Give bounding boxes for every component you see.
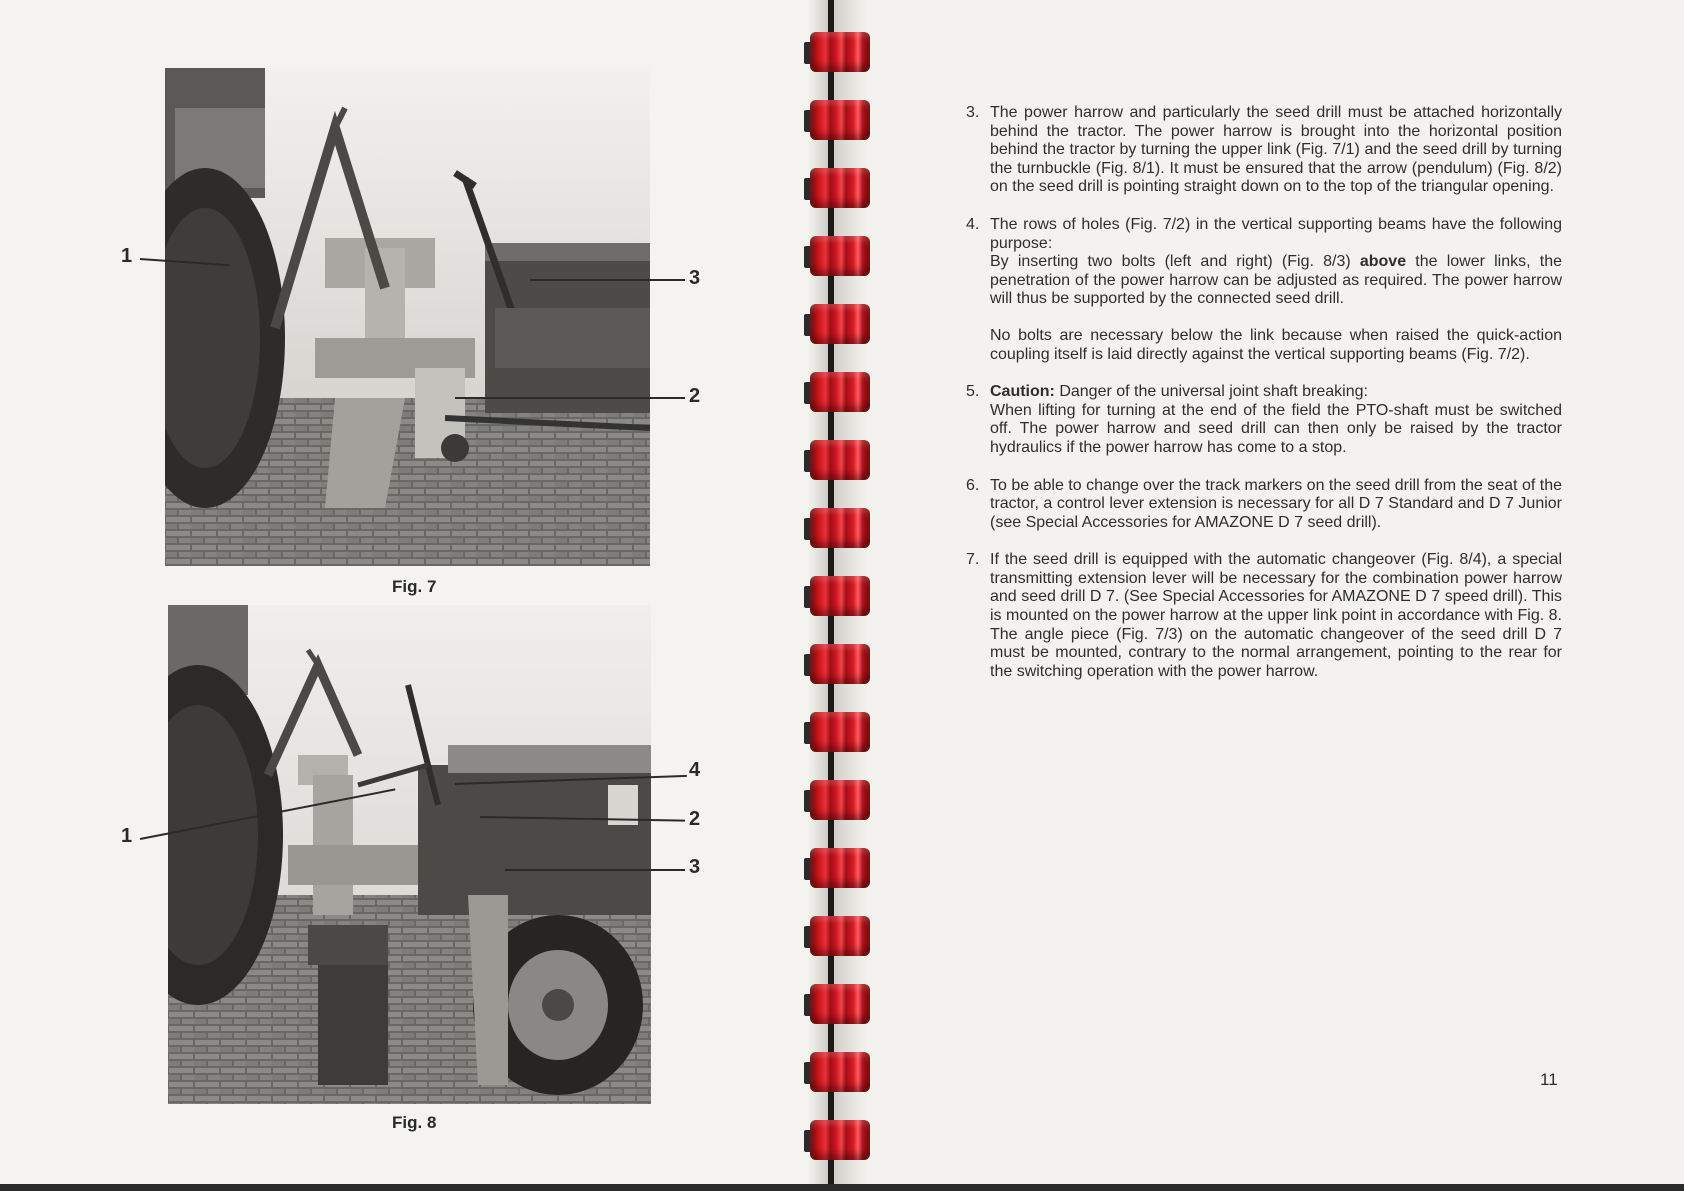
fig8-callout-3: 3 (689, 856, 701, 878)
instructions-column (966, 104, 1562, 700)
binding-coil (810, 100, 870, 140)
binding-ring (804, 372, 872, 412)
emphasis-text: above (1359, 253, 1407, 271)
text-segment: Danger of the universal joint shaft breaking: (1054, 383, 1368, 401)
fig8-caption: Fig. 8 (392, 1113, 437, 1132)
binding-ring (804, 984, 872, 1024)
item-text: When lifting for turning at the end of the field the PTO-shaft must be switched off. The power harrow and seed drill can then only be raised by the tractor hydraulics if the power harrow has come to a stop. (990, 401, 1562, 456)
fig8-callout-line-3 (505, 869, 685, 871)
binding-coil (810, 508, 870, 548)
item-text (990, 253, 1562, 309)
binding-coil (810, 848, 870, 888)
binding-coil (810, 440, 870, 480)
item-number: 4. (966, 215, 980, 233)
binding-ring (804, 304, 872, 344)
fig7-illustration (165, 68, 650, 566)
fig7-callout-line-3 (530, 279, 685, 281)
binding-ring (804, 780, 872, 820)
item-heading (990, 383, 1562, 402)
page-number: 11 (1540, 1070, 1558, 1089)
binding-coil (810, 304, 870, 344)
binding-ring (804, 100, 872, 140)
fig8-callout-2: 2 (689, 808, 701, 830)
binding-ring (804, 508, 872, 548)
binding-coil (810, 644, 870, 684)
binding-coil (810, 1120, 870, 1160)
binding-coil (810, 916, 870, 956)
binding-ring (804, 644, 872, 684)
binding-ring (804, 1052, 872, 1092)
binding-coil (810, 780, 870, 820)
binding-ring (804, 1120, 872, 1160)
caution-label: Caution: (990, 383, 1055, 401)
binding-ring (804, 168, 872, 208)
item-number: 3. (966, 104, 980, 121)
binding-coil (810, 1052, 870, 1092)
binding-ring (804, 712, 872, 752)
binding-ring (804, 848, 872, 888)
bottom-edge (0, 1184, 1684, 1191)
instruction-item-5 (966, 383, 1562, 457)
fig7-callout-3: 3 (689, 267, 701, 289)
binding-ring (804, 576, 872, 616)
binding-coil (810, 712, 870, 752)
binding-ring (804, 32, 872, 72)
text-segment: the lower links, the penetration of the power harrow can be adjusted as required. The power harrow will thus be supported by the connected seed drill. (990, 253, 1562, 308)
instruction-item-7 (966, 551, 1562, 681)
item-number: 7. (966, 551, 980, 569)
binding-coil (810, 168, 870, 208)
binding-coil (810, 576, 870, 616)
fig7-photo (165, 68, 650, 566)
item-number: 5. (966, 383, 980, 401)
fig8-callout-1: 1 (121, 825, 133, 847)
item-text: To be able to change over the track markers on the seed drill from the seat of the tractor, a control lever extension is necessary for all D 7 Standard and D 7 Junior (see Special Accessories for AMAZONE D 7 seed drill). (990, 476, 1562, 531)
fig7-caption: Fig. 7 (392, 577, 437, 596)
binding-ring (804, 440, 872, 480)
instruction-item-6 (966, 477, 1562, 533)
item-number: 6. (966, 476, 980, 494)
fig8-photo (168, 605, 651, 1104)
item-intro: The rows of holes (Fig. 7/2) in the vertical supporting beams have the following purpose: (990, 215, 1562, 252)
text-segment: By inserting two bolts (left and right) (Fig. 8/3) (990, 253, 1360, 271)
binding-coil (810, 984, 870, 1024)
instruction-item-3 (966, 104, 1562, 197)
item-text: If the seed drill is equipped with the automatic changeover (Fig. 8/4), a special transmitting extension lever will be necessary for the combination power harrow and seed drill D 7. (See Special Accessories for AMAZONE D 7 speed drill). This is mounted on the power harrow at the upper link point in accordance with Fig. 8. The angle piece (Fig. 7/3) on the automatic changeover of the seed drill D 7 must be mounted, contrary to the normal arrangement, pointing to the rear for the switching operation with the power harrow. (990, 551, 1562, 680)
binding-coil (810, 32, 870, 72)
instruction-item-4 (966, 216, 1562, 364)
binding-coil (810, 236, 870, 276)
binding-ring (804, 916, 872, 956)
fig8-callout-4: 4 (689, 759, 701, 781)
fig8-illustration (168, 605, 651, 1104)
fig7-callout-2: 2 (689, 385, 701, 407)
binding-coil (810, 372, 870, 412)
item-text: The power harrow and particularly the seed drill must be attached horizontally behind the tractor. The power harrow is brought into the horizontal position behind the tractor by turning the upper link (Fig. 7/1) and the seed drill by turning the turnbuckle (Fig. 8/1). It must be ensured that the arrow (pendulum) (Fig. 8/2) on the seed drill is pointing straight down on to the top of the triangular opening. (990, 104, 1562, 196)
item-note: No bolts are necessary below the link because when raised the quick-action coupling itself is laid directly against the vertical supporting beams (Fig. 7/2). (990, 326, 1562, 363)
binding-ring (804, 236, 872, 276)
fig7-callout-line-2 (455, 397, 685, 399)
fig7-callout-1: 1 (121, 245, 133, 267)
